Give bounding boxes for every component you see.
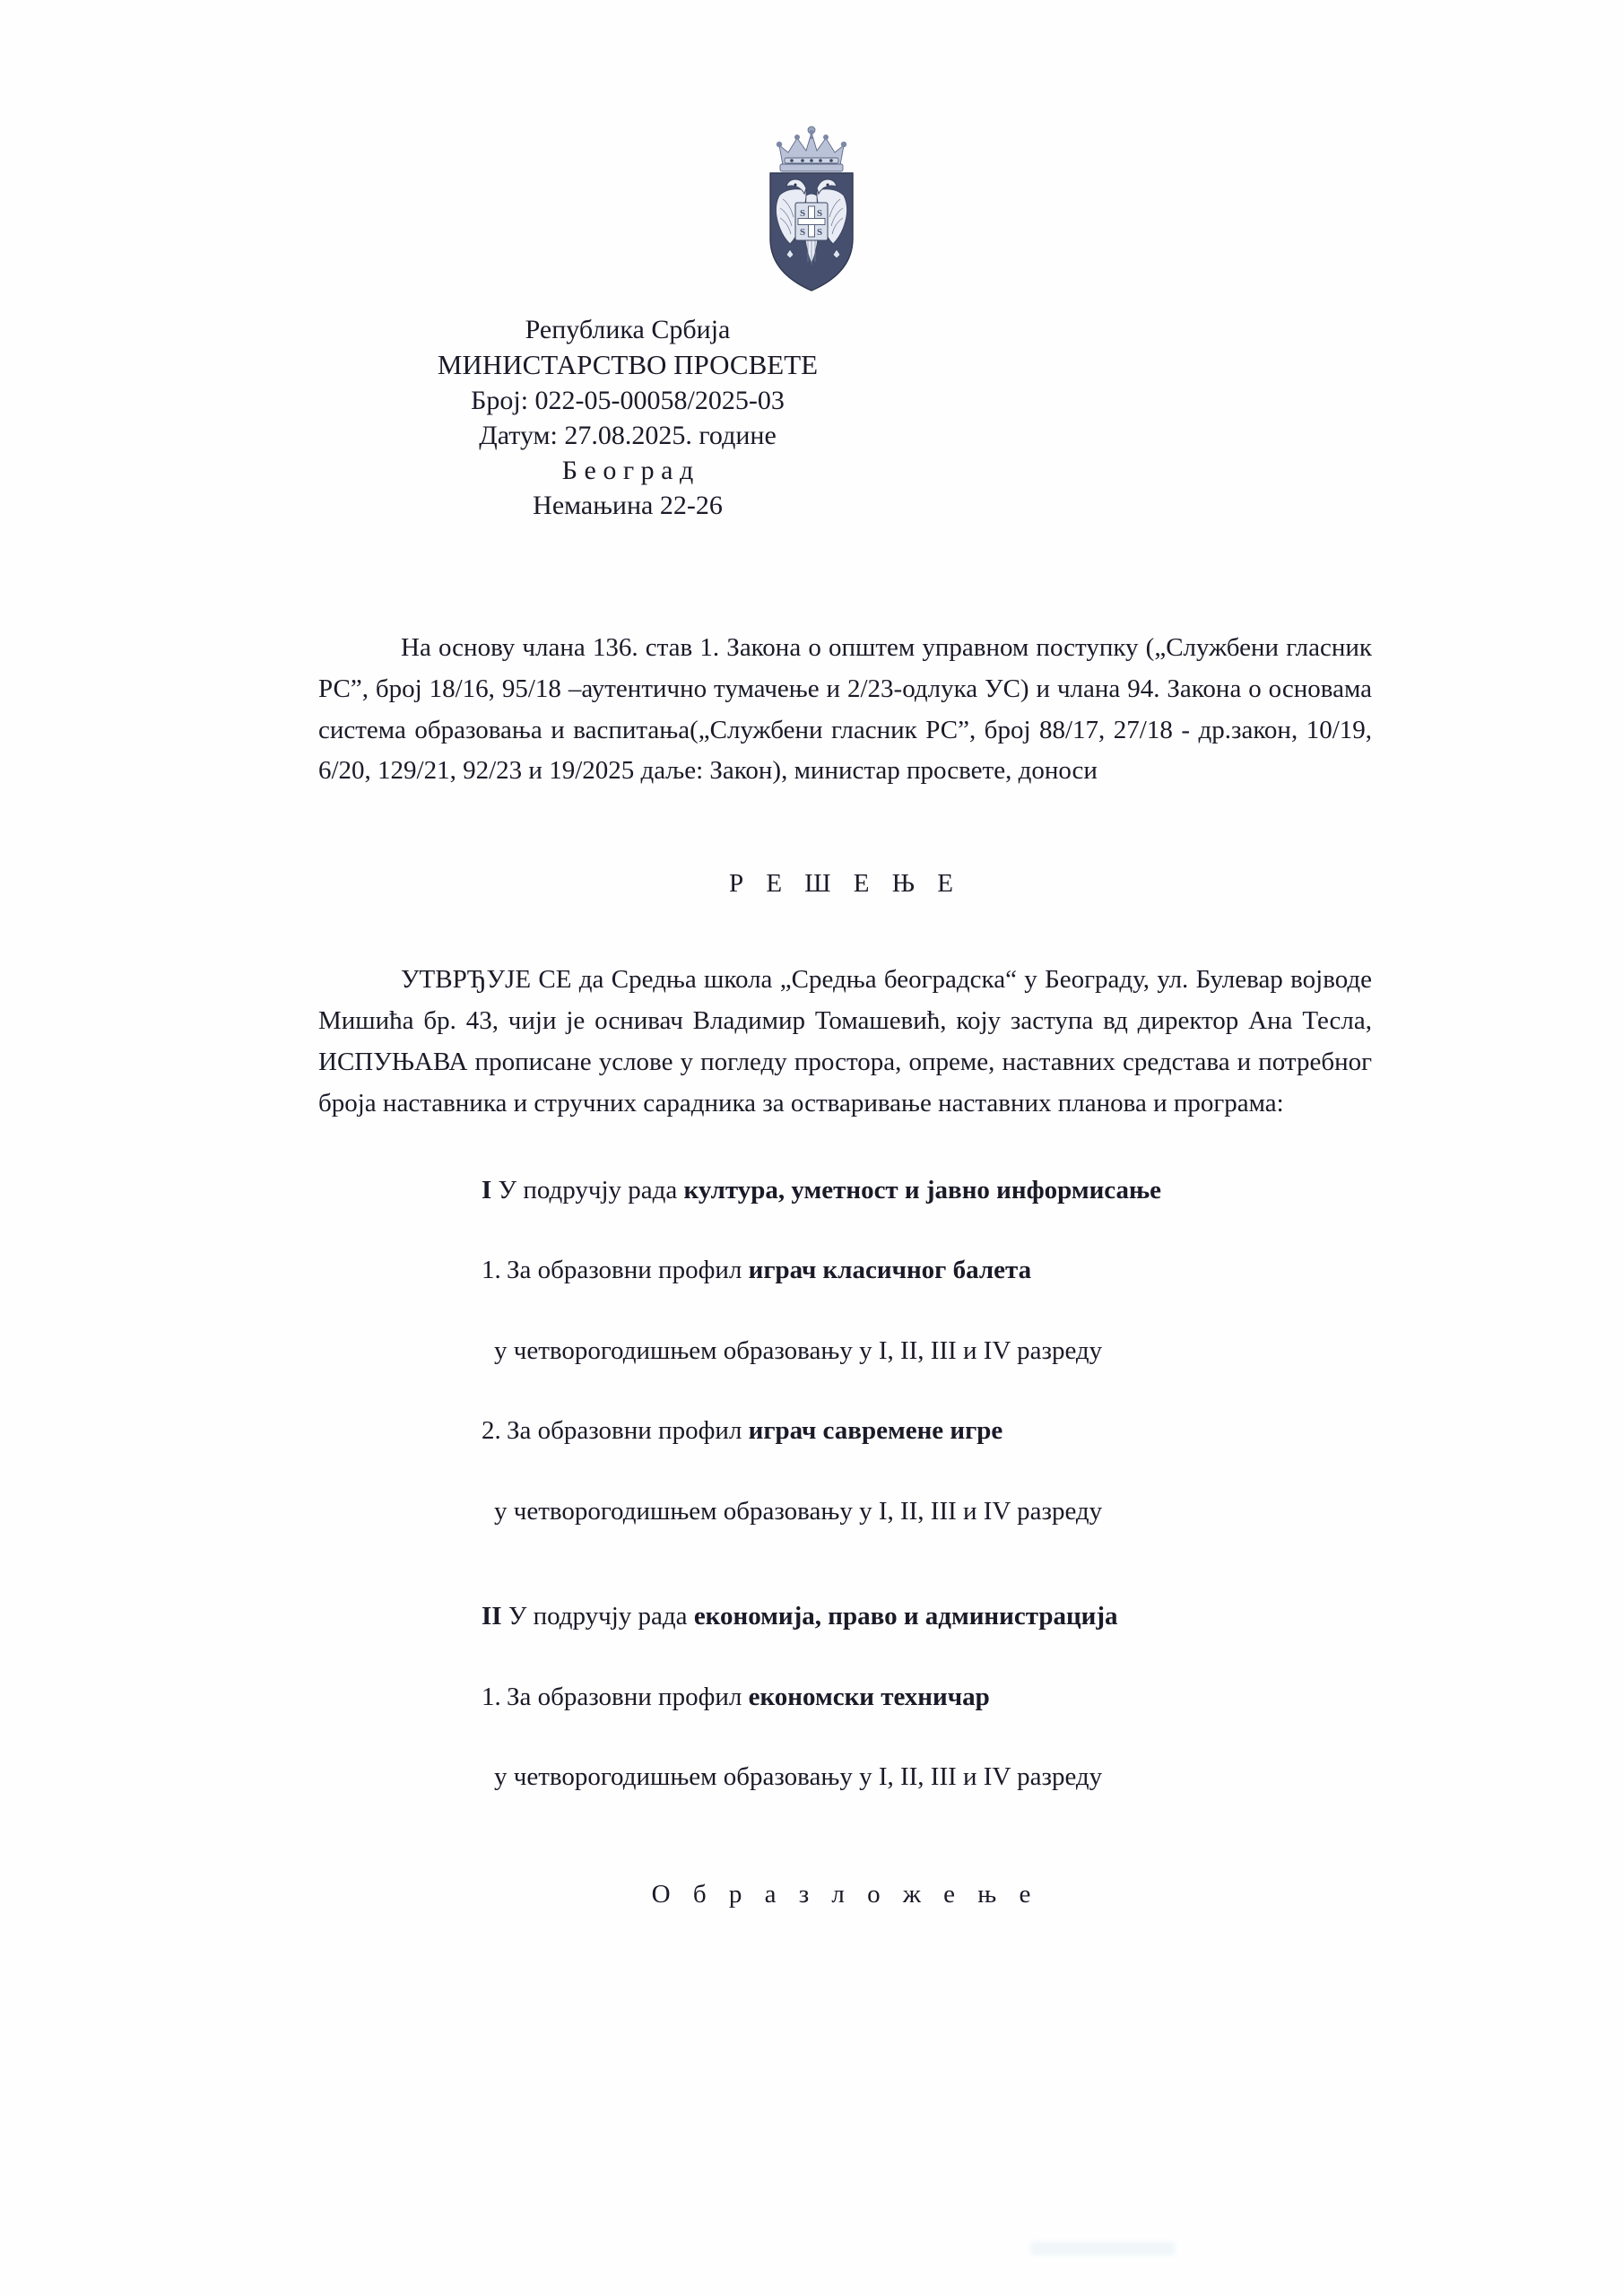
section-heading-1 [318,1171,1372,1211]
spacer [318,1210,1372,1251]
section-area-2: економија, право и администрација [693,1602,1118,1631]
list-item-label: За образовни профил [507,1416,749,1445]
section-roman-2: II [482,1602,502,1631]
coat-of-arms-container [0,124,1623,296]
letterhead [0,312,1255,523]
section-intro-1: У подручју рада [491,1175,684,1205]
list-item-number: 1. [482,1256,501,1284]
document-date: Датум: 27.08.2025. године [479,421,777,451]
list-item-duration: у четворогодишњем образовању у I, II, III и IV разреду [494,1335,1103,1365]
list-item-label: За образовни профил [507,1682,749,1711]
list-item-profile: економски техничар [748,1682,990,1711]
svg-text:Ѕ: Ѕ [800,227,806,238]
list-item-label: За образовни профил [507,1256,749,1284]
list-item-duration: у четворогодишњем образовању у I, II, III и IV разреду [494,1496,1103,1526]
list-item-profile: играч класичног балета [748,1256,1032,1284]
spacer [318,1717,1372,1758]
spacer [318,899,1372,960]
list-item [318,1678,1372,1718]
spacer [318,1125,1372,1171]
address-line: Немањина 22-26 [533,491,723,521]
spacer [318,1637,1372,1678]
svg-text:Ѕ: Ѕ [817,227,823,238]
determination-paragraph: УТВРЂУЈЕ СЕ да Средња школа „Средња београдска“ у Београду, ул. Булевар војводе Мишића бр. 43, чији је оснивач Владимир Томашевић, коју заступа вд директор Ана Тесла, ИСПУЊАВА прописане услове у погледу простора, опреме, наставних средстава и потребног броја наставника и стручних сарадника за остваривање наставних планова и програма: [318,965,1372,1118]
list-item-number: 2. [482,1416,501,1445]
document-number: Број: 022-05-00058/2025-03 [471,386,785,416]
list-item-profile: играч савремене игре [748,1416,1003,1445]
ministry-line: МИНИСТАРСТВО ПРОСВЕТЕ [437,349,819,380]
serbian-coat-of-arms-icon [752,124,871,296]
section-intro-2: У подручју рада [501,1602,694,1631]
section-roman-1: I [482,1175,492,1205]
decision-heading: Р Е Ш Е Њ Е [728,869,962,899]
list-item [318,1412,1372,1451]
spacer [318,1370,1372,1412]
scan-artifact [1031,2242,1175,2255]
document-body [318,628,1372,1909]
section-area-1: култура, уметност и јавно информисање [683,1175,1162,1205]
spacer [318,1797,1372,1880]
list-item [318,1251,1372,1291]
spacer [318,792,1372,869]
country-line: Република Србија [525,315,731,344]
list-item-duration: у четворогодишњем образовању у I, II, III и IV разреду [494,1762,1103,1791]
spacer [318,1451,1372,1492]
explanation-heading: О б р а з л о ж е њ е [651,1879,1039,1909]
section-heading-2 [318,1597,1372,1637]
spacer [318,1531,1372,1597]
svg-text:Ѕ: Ѕ [817,208,823,219]
svg-text:Ѕ: Ѕ [800,208,806,219]
list-item-number: 1. [482,1682,501,1711]
city-line: Б е о г р а д [561,456,694,486]
spacer [318,1291,1372,1332]
preamble-paragraph: На основу члана 136. став 1. Закона о општем управном поступку („Службени гласник РС”, број 18/16, 95/18 –аутентично тумачење и 2/23-одлука УС) и члана 94. Закона о основама система образовања и васпитања(„Службени гласник РС”, број 88/17, 27/18 - др.закон, 10/19, 6/20, 129/21, 92/23 и 19/2025 даље: Закон), министар просвете, доноси [318,633,1372,786]
